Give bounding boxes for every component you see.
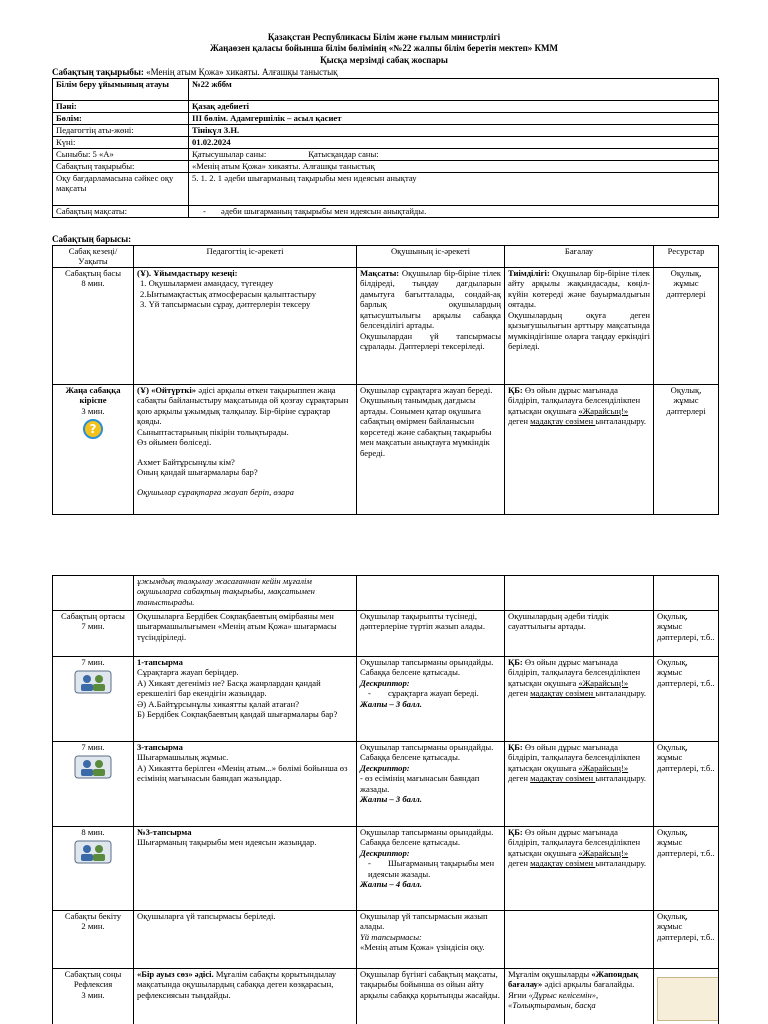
teacher-cell: 3-тапсырма Шығармашылық жұмыс. А) Хикаятта берілген «Менің атым...» бөлімі бойынша өз есімінің мағынасын баяндап жазыңдар. (134, 742, 357, 827)
reflection-image (657, 977, 719, 1021)
info-row-goal (53, 206, 719, 218)
school-title: Жаңаөзен қаласы бойынша білім бөлімінің «№22 жалпы білім беретін мектеп» КММ (209, 43, 559, 53)
progress-table-page2 (52, 575, 719, 1024)
eval-cell: ҚБ: Өз ойын дұрыс мағынада білдіріп, талқылауға белсенділікпен қатысқан оқушыға «Жарайсың!» деген мадақтау сөзімен ынталандыру. (505, 657, 654, 742)
table-header-row (53, 246, 719, 268)
col-resources: Ресурстар (654, 246, 719, 268)
info-row-section (53, 113, 719, 125)
info-value: 01.02.2024 (189, 137, 719, 149)
table-row (53, 827, 719, 911)
eval-cell (505, 911, 654, 969)
info-key: Білім беру ұйымының атауы (53, 79, 189, 101)
group-icon (73, 669, 113, 695)
student-cell: Оқушылар тапсырманы орындайды. Сабаққа белсене қатысады. Дескриптор: - өз есімінің мағынасын баяндап жазады. Жалпы – 3 балл. (357, 742, 505, 827)
ministry-title: Қазақстан Республикасы Білім және ғылым министрлігі (267, 32, 501, 42)
info-value: №22 жббм (189, 79, 719, 101)
student-cell: Оқушылар бүгінгі сабақтың мақсаты, тақырыбы бойынша өз ойын айту арқылы сабаққа қорытынды жасайды. (357, 969, 505, 1024)
table-row (53, 385, 719, 515)
col-teacher: Педагогтің іс-әрекеті (134, 246, 357, 268)
resource-cell: Оқулық, жұмыс дәптерлері, т.б.. (654, 742, 719, 827)
lesson-topic: Сабақтың тақырыбы: «Менің атым Қожа» хикаяты. Алғашқы таныстық (52, 67, 338, 77)
eval-cell: ҚБ: Өз ойын дұрыс мағынада білдіріп, талқылауға белсенділікпен қатысқан оқушыға «Жарайсың!» деген мадақтау сөзімен ынталандыру. (505, 385, 654, 515)
eval-cell (505, 576, 654, 611)
info-value: ІІІ бөлім. Адамгершілік – асыл қасиет (189, 113, 719, 125)
teacher-cell: №3-тапсырма Шығарманың тақырыбы мен идеясын жазыңдар. (134, 827, 357, 911)
group-icon (73, 839, 113, 865)
info-row-class (53, 149, 719, 161)
info-value: «Менің атым Қожа» хикаяты. Алғашқы таныстық (189, 161, 719, 173)
stage-cell: Сабақтың ортасы 7 мин. (53, 611, 134, 657)
info-key: Пәні: (53, 101, 189, 113)
info-key: Оқу бағдарламасына сәйкес оқу мақсаты (53, 173, 189, 206)
progress-label: Сабақтың барысы: (52, 234, 132, 244)
stage-cell (53, 576, 134, 611)
resource-cell: Оқулық, жұмыс дәптерлері, т.б.. (654, 657, 719, 742)
plan-title: Қысқа мерзімді сабақ жоспары (320, 55, 448, 65)
col-eval: Бағалау (505, 246, 654, 268)
teacher-cell: (Ұ) «Ойтүрткі» әдісі арқылы өткен тақырыппен жаңа сабақты байланыстыру мақсатында ой қозғау сұрақтарын қою арқылы ұжымдық талқылау. Бір-біріне сұрақтар қояды. Сыныптастарының пікірін толықтырады. Өз ойымен бөліседі. Ахмет Байтұрсынұлы кім? Оның қандай шығармалары бар? Оқушылар сұрақтарға жауап беріп, өзара (134, 385, 357, 515)
eval-cell: ҚБ: Өз ойын дұрыс мағынада білдіріп, талқылауға белсенділікпен қатысқан оқушыға «Жарайсың!» деген мадақтау сөзімен ынталандыру. (505, 742, 654, 827)
student-cell: Оқушылар сұрақтарға жауап береді. Оқушының танымдық дағдысы артады. Сонымен қатар оқушыға сабақтың өмірмен байланысын көрсетеді және сабақтың тақырыбы мен мақсатын анықтауға мүмкіндік береді. (357, 385, 505, 515)
stage-cell: Сабақтың соңы Рефлексия 3 мин. (53, 969, 134, 1024)
stage-cell: Сабақты бекіту 2 мин. (53, 911, 134, 969)
info-row-subject (53, 101, 719, 113)
resource-cell: Оқулық, жұмыс дәптерлері, т.б.. (654, 911, 719, 969)
info-value: - әдеби шығарманың тақырыбы мен идеясын анықтайды. (189, 206, 719, 218)
teacher-cell: Оқушыларға Бердібек Соқпақбаевтың өмірбаяны мен шығармашылығымен «Менің атым Қожа» шығармасы түсіндіріледі. (134, 611, 357, 657)
info-value: Тінікүл З.Н. (189, 125, 719, 137)
resource-cell (654, 969, 719, 1024)
table-row (53, 268, 719, 385)
group-icon (73, 754, 113, 780)
info-value: Қатысушылар саны: Қатысқандар саны: (189, 149, 719, 161)
stage-cell: Сабақтың басы 8 мин. (53, 268, 134, 385)
teacher-cell: «Бір ауыз сөз» әдісі. Мұғалім сабақты қорытындылау мақсатында оқушылардың сабаққа деген көзқарасын, рефлексиясын тыңдайды. (134, 969, 357, 1024)
eval-cell: Тиімділігі: Оқушылар бір-біріне тілек айту арқылы жақындасады, көңіл-күйін көтереді және бауырмалдығын оятады. Оқушылардың оқуға деген қызығушылығын арттыру мақсатында мүмкіндігінше оларға таңдау еркіндігі беріледі. (505, 268, 654, 385)
student-cell (357, 576, 505, 611)
teacher-cell: Оқушыларға үй тапсырмасы беріледі. (134, 911, 357, 969)
resource-cell (654, 576, 719, 611)
info-table (52, 78, 719, 218)
info-key: Күні: (53, 137, 189, 149)
stage-cell: 7 мин. (53, 657, 134, 742)
info-key: Сабақтың мақсаты: (53, 206, 189, 218)
col-student: Оқушының іс-әрекеті (357, 246, 505, 268)
info-row-objective (53, 173, 719, 206)
eval-cell: Мұғалім оқушыларды «Жапондық бағалау» әдісі арқылы бағалайды. Яғни «Дұрыс келісемін», «Толықтырамын, басқа (505, 969, 654, 1024)
info-key: Сыныбы: 5 «А» (53, 149, 189, 161)
info-row-org (53, 79, 719, 101)
eval-cell: Оқушылардың әдеби тілдік сауаттылығы артады. (505, 611, 654, 657)
col-stage: Сабақ кезеңі/Уақыты (53, 246, 134, 268)
resource-cell: Оқулық, жұмыс дәптерлері (654, 268, 719, 385)
student-cell: Мақсаты: Оқушылар бір-біріне тілек білдіреді, тыңдау дағдыларын дамытуға бағытталады, сондай-ақ барлық оқушылардың қатысуштылығы арқылы сабаққа белсенділігі артады. Оқушылардан үй тапсырмасы сұралады. Дәптерлері тексеріледі. (357, 268, 505, 385)
table-row (53, 576, 719, 611)
stage-cell: 7 мин. (53, 742, 134, 827)
student-cell: Оқушылар тақырыпты түсінеді, дәптерлеріне түртіп жазып алады. (357, 611, 505, 657)
student-cell: Оқушылар тапсырманы орындайды. Сабаққа белсене қатысады. Дескриптор: - Шығарманың тақырыбы мен идеясын жазады. Жалпы – 4 балл. (357, 827, 505, 911)
table-row (53, 657, 719, 742)
table-row (53, 611, 719, 657)
info-row-teacher (53, 125, 719, 137)
resource-cell: Оқулық, жұмыс дәптерлері, т.б.. (654, 827, 719, 911)
table-row (53, 742, 719, 827)
table-row (53, 969, 719, 1024)
progress-table-page1 (52, 245, 719, 515)
teacher-cell: ұжымдық талқылау жасағаннан кейін мұғалім оқушыларға сабақтың тақырыбы, мақсатымен таныстырады. (134, 576, 357, 611)
info-row-topic (53, 161, 719, 173)
question-icon: ? (83, 419, 103, 439)
resource-cell: Оқулық, жұмыс дәптерлері, т.б.. (654, 611, 719, 657)
table-row (53, 911, 719, 969)
resource-cell: Оқулық, жұмыс дәптерлері (654, 385, 719, 515)
eval-cell: ҚБ: Өз ойын дұрыс мағынада білдіріп, талқылауға белсенділікпен қатысқан оқушыға «Жарайсың!» деген мадақтау сөзімен ынталандыру. (505, 827, 654, 911)
info-value: Қазақ әдебиеті (189, 101, 719, 113)
teacher-cell: 1-тапсырма Сұрақтарға жауап беріңдер. А) Хикаят дегеніміз не? Басқа жанрлардан қандай ерекшелігі бар екендігін жазыңдар. Ә) А.Байтұрсынұлы хикаятты қалай атаған? Б) Бердібек Соқпақбаевтың қандай шығармалары бар? (134, 657, 357, 742)
teacher-cell: (Ұ). Ұйымдастыру кезеңі: 1. Оқушылармен амандасу, түгендеу 2.Ынтымақтастық атмосферасын қалыптастыру 3. Үй тапсырмасын сұрау, дәптерлерін тексеру (134, 268, 357, 385)
info-key: Бөлім: (53, 113, 189, 125)
info-key: Сабақтың тақырыбы: (53, 161, 189, 173)
student-cell: Оқушылар тапсырманы орындайды. Сабаққа белсене қатысады. Дескриптор: - сұрақтарға жауап береді. Жалпы – 3 балл. (357, 657, 505, 742)
student-cell: Оқушылар үй тапсырмасын жазып алады. Үй тапсырмасы: «Менің атым Қожа» үзіндісін оқу. (357, 911, 505, 969)
info-value: 5. 1. 2. 1 әдеби шығарманың тақырыбы мен идеясын анықтау (189, 173, 719, 206)
info-key: Педагогтің аты-жөні: (53, 125, 189, 137)
stage-cell: Жаңа сабаққа кіріспе 3 мин. ? (53, 385, 134, 515)
info-row-date (53, 137, 719, 149)
stage-cell: 8 мин. (53, 827, 134, 911)
